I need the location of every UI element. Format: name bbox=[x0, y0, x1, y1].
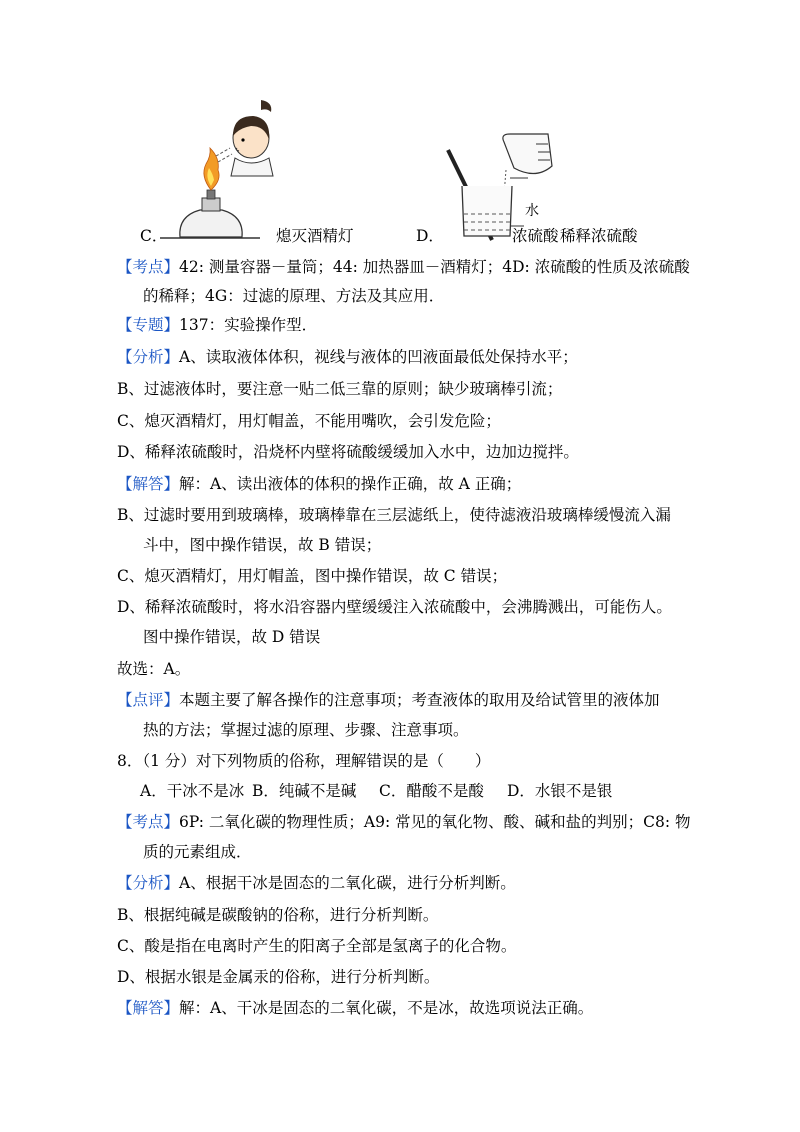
q7-jieda-b1: B、过滤时要用到玻璃棒，玻璃棒靠在三层滤纸上，使待滤液沿玻璃棒缓慢流入漏 bbox=[117, 506, 671, 524]
q7-kaodian-line2: 的稀释；4G：过滤的原理、方法及其应用． bbox=[143, 287, 445, 305]
fenxi-tag: 【分析】 bbox=[117, 348, 180, 366]
q8-fenxi-a bbox=[117, 872, 516, 894]
q7-fenxi-a bbox=[117, 346, 578, 368]
q8-option-d: D．水银不是银 bbox=[507, 782, 613, 800]
dianping-tag: 【点评】 bbox=[117, 691, 180, 709]
label-water: 水 bbox=[525, 203, 539, 219]
q8-options bbox=[140, 780, 612, 802]
fenxi-tag: 【分析】 bbox=[117, 874, 180, 892]
figure-d-letter: D． bbox=[416, 227, 444, 245]
q7-fenxi-c: C、熄灭酒精灯，用灯帽盖，不能用嘴吹，会引发危险； bbox=[117, 412, 501, 430]
q7-jieda-a bbox=[117, 473, 521, 495]
q7-fenxi-d: D、稀释浓硫酸时，沿烧杯内壁将硫酸缓缓加入水中，边加边搅拌。 bbox=[117, 443, 579, 461]
fenxi-text: A、根据干冰是固态的二氧化碳，进行分析判断。 bbox=[179, 874, 516, 892]
q8-jieda-a bbox=[117, 997, 593, 1019]
label-concentrated-acid: 浓硫酸 bbox=[512, 227, 559, 245]
q8-fenxi-c: C、酸是指在电离时产生的阳离子全部是氢离子的化合物。 bbox=[117, 937, 517, 955]
figure-c-letter: C． bbox=[140, 227, 168, 245]
zhuanti-tag: 【专题】 bbox=[117, 316, 180, 334]
q7-kaodian-line1 bbox=[117, 256, 690, 278]
jieda-text: 解：A、读出液体的体积的操作正确，故 A 正确； bbox=[179, 475, 522, 493]
q8-stem: 8．（1 分）对下列物质的俗称，理解错误的是（ ） bbox=[117, 752, 491, 770]
fenxi-text: A、读取液体体积，视线与液体的凹液面最低处保持水平； bbox=[179, 348, 578, 366]
figure-d-caption: 稀释浓硫酸 bbox=[560, 227, 638, 245]
jieda-tag: 【解答】 bbox=[117, 999, 180, 1017]
q7-zhuanti bbox=[117, 314, 317, 336]
q7-dianping-line1 bbox=[117, 689, 660, 711]
kaodian-text: 42: 测量容器－量筒；44: 加热器皿－酒精灯；4D: 浓硫酸的性质及浓硫酸 bbox=[179, 258, 690, 276]
q7-jieda-b2: 斗中，图中操作错误，故 B 错误； bbox=[143, 536, 382, 554]
q8-option-b: B．纯碱不是碱 bbox=[252, 782, 357, 800]
q8-kaodian-line2: 质的元素组成． bbox=[143, 843, 252, 861]
kaodian-text: 6P: 二氧化碳的物理性质；A9: 常见的氧化物、酸、碱和盐的判别；C8: 物 bbox=[179, 813, 691, 831]
jieda-tag: 【解答】 bbox=[117, 475, 180, 493]
q8-option-c: C．醋酸不是酸 bbox=[379, 782, 484, 800]
q7-dianping-line2: 热的方法；掌握过滤的原理、步骤、注意事项。 bbox=[143, 721, 469, 739]
q7-jieda-d2: 图中操作错误，故 D 错误 bbox=[143, 628, 321, 646]
q7-jieda-c: C、熄灭酒精灯，用灯帽盖，图中操作错误，故 C 错误； bbox=[117, 567, 508, 585]
zhuanti-text: 137：实验操作型． bbox=[179, 316, 318, 334]
q8-fenxi-b: B、根据纯碱是碳酸钠的俗称，进行分析判断。 bbox=[117, 906, 439, 924]
q8-option-a: A．干冰不是冰 bbox=[140, 782, 245, 800]
girl-blowing-figure bbox=[225, 98, 285, 178]
dianping-text: 本题主要了解各操作的注意事项；考查液体的取用及给试管里的液体加 bbox=[179, 691, 660, 709]
q7-choice: 故选：A。 bbox=[117, 660, 191, 678]
q7-fenxi-b: B、过滤液体时，要注意一贴二低三靠的原则；缺少玻璃棒引流； bbox=[117, 380, 563, 398]
kaodian-tag: 【考点】 bbox=[117, 813, 180, 831]
q7-jieda-d1: D、稀释浓硫酸时，将水沿容器内壁缓缓注入浓硫酸中，会沸腾溅出，可能伤人。 bbox=[117, 598, 672, 616]
figure-c-caption: 熄灭酒精灯 bbox=[276, 227, 354, 245]
q8-fenxi-d: D、根据水银是金属汞的俗称，进行分析判断。 bbox=[117, 968, 440, 986]
kaodian-tag: 【考点】 bbox=[117, 258, 180, 276]
q8-kaodian-line1 bbox=[117, 811, 690, 833]
jieda-text: 解：A、干冰是固态的二氧化碳，不是冰，故选项说法正确。 bbox=[179, 999, 594, 1017]
